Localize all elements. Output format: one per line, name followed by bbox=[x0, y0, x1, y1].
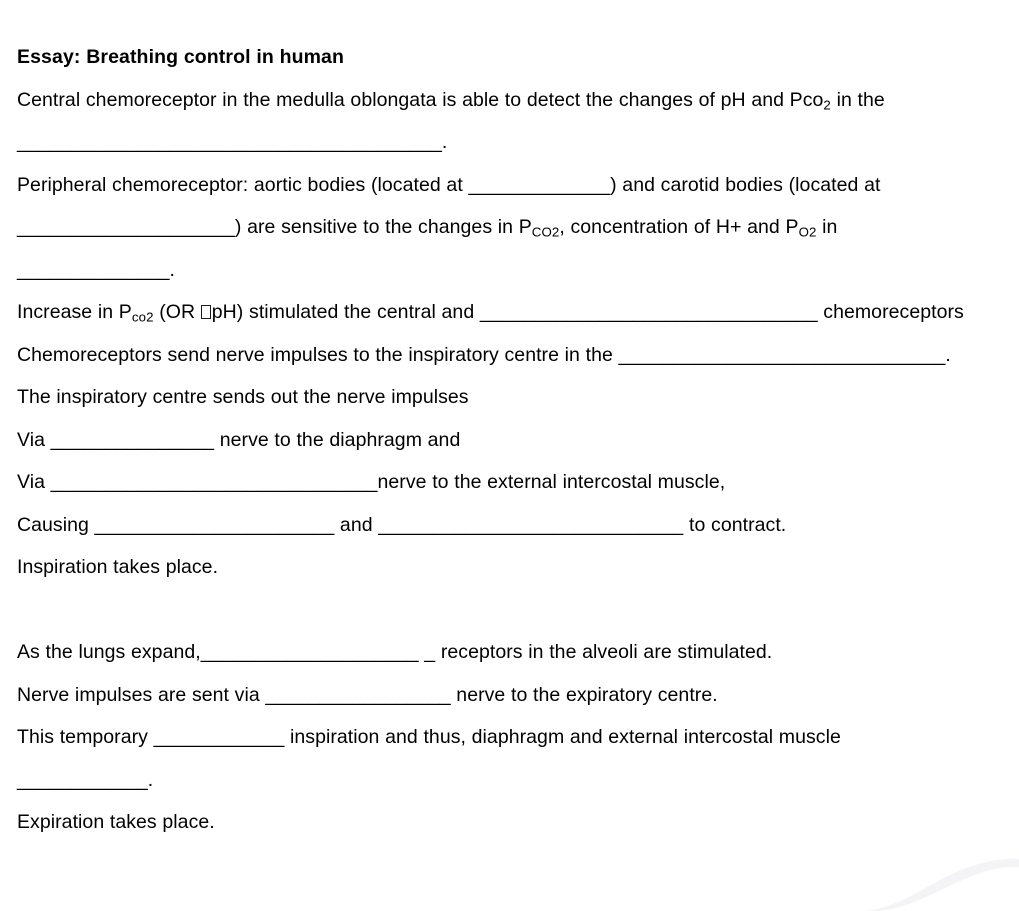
paragraph-line-increase-pco2 bbox=[17, 291, 1001, 334]
subscript-pco2-a: 2 bbox=[823, 96, 831, 112]
paragraph-line-inspiratory-centre-sends: The inspiratory centre sends out the nerve impulses bbox=[17, 386, 469, 408]
text-sensitive-mid: , concentration of H+ and P bbox=[559, 216, 799, 238]
text-sensitive-before: ____________________) are sensitive to the changes in P bbox=[17, 216, 532, 238]
paragraph-line-central-chemoreceptor bbox=[17, 79, 1001, 122]
text-sensitive-after: in bbox=[816, 216, 838, 238]
essay-title: Essay: Breathing control in human bbox=[17, 46, 344, 68]
paragraph-line-chemoreceptors-send: Chemoreceptors send nerve impulses to the inspiratory centre in the ______________________________. bbox=[17, 343, 951, 366]
blank-line-in: ______________. bbox=[17, 258, 175, 281]
paragraph-line-nerve-impulses-expiratory: Nerve impulses are sent via _________________ nerve to the expiratory centre. bbox=[17, 683, 718, 706]
text-increase-mid: (OR bbox=[153, 301, 201, 323]
paragraph-line-inspiration-takes-place: Inspiration takes place. bbox=[17, 556, 219, 578]
paragraph-line-via-diaphragm: Via _______________ nerve to the diaphragm and bbox=[17, 428, 461, 451]
subscript-pco2-b: co2 bbox=[131, 309, 154, 325]
paragraph-line-temporary-inspiration: This temporary ____________ inspiration and thus, diaphragm and external intercostal muscle bbox=[17, 726, 841, 748]
paragraph-line-peripheral-chemoreceptor: Peripheral chemoreceptor: aortic bodies (located at _____________) and carotid bodies (located at bbox=[17, 173, 881, 196]
text-central-after: in the bbox=[830, 88, 885, 111]
subscript-co2: CO2 bbox=[531, 224, 560, 240]
paragraph-line-via-intercostal: Via ______________________________nerve to the external intercostal muscle, bbox=[17, 471, 726, 493]
paragraph-spacer bbox=[17, 589, 1001, 632]
blank-line-muscle: ____________. bbox=[17, 768, 154, 791]
text-increase-after: pH) stimulated the central and _______________________________ chemoreceptors bbox=[211, 301, 964, 323]
paragraph-line-sensitive-changes bbox=[17, 206, 1001, 249]
paragraph-line-causing-contract: Causing ______________________ and ____________________________ to contract. bbox=[17, 513, 787, 536]
text-increase-before: Increase in P bbox=[17, 301, 132, 323]
paragraph-line-expiration-takes-place: Expiration takes place. bbox=[17, 811, 215, 833]
blank-line-central: _______________________________________. bbox=[17, 131, 448, 153]
paragraph-line-lungs-expand: As the lungs expand,____________________ _ receptors in the alveoli are stimulated. bbox=[17, 641, 773, 663]
text-central-before: Central chemoreceptor in the medulla oblongata is able to detect the changes of pH and Pco bbox=[17, 88, 824, 111]
missing-glyph-box-icon bbox=[201, 305, 211, 319]
subscript-o2: O2 bbox=[798, 224, 817, 240]
